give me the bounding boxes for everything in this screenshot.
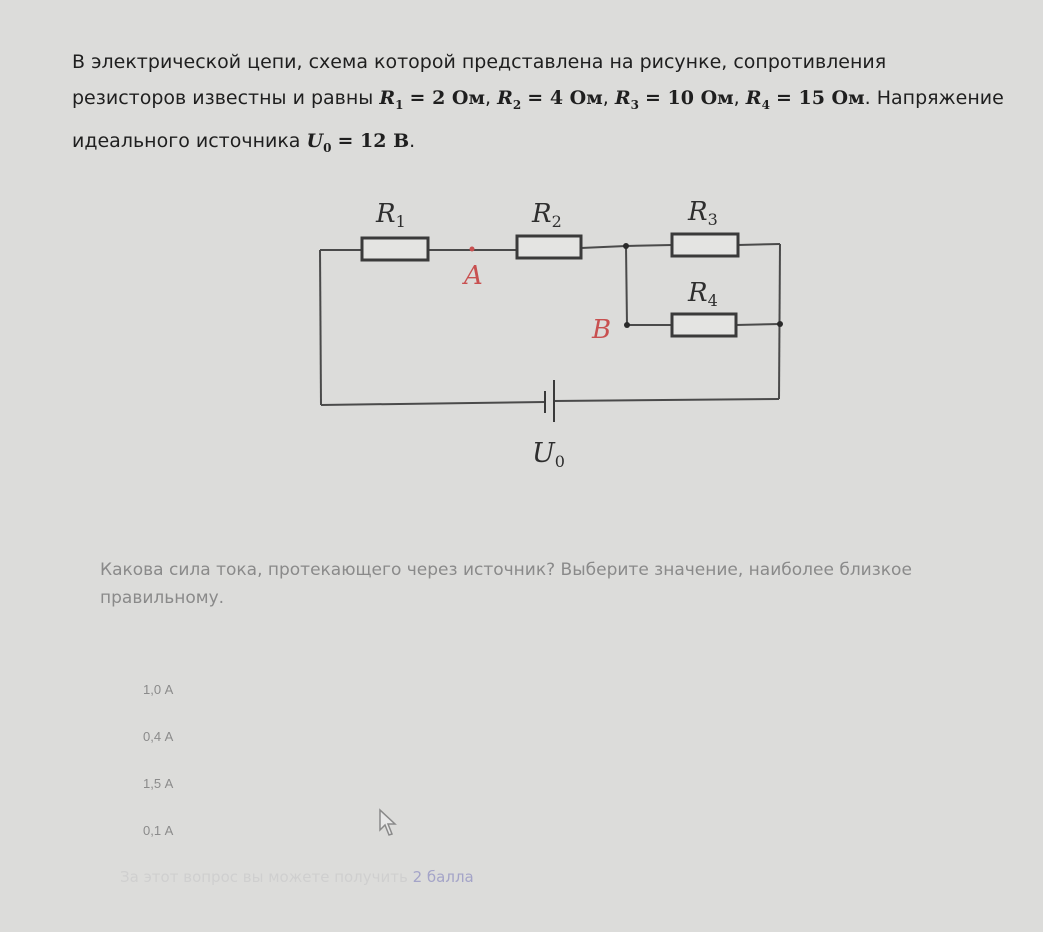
problem-line-2: резисторов известны и равны $R_1 = 2$ Ом, $R_2 = 4$ Ом, $R_3 = 10$ Ом, $R_4 = 15$ Ом. Напряжение <box>72 87 1004 112</box>
label-node-a: A <box>464 261 483 291</box>
mouse-cursor-icon <box>378 808 402 838</box>
points-note: За этот вопрос вы можете получить 2 балла <box>120 868 474 886</box>
points-value: 2 балла <box>412 868 474 886</box>
label-r1: R1 <box>376 199 406 231</box>
answer-option[interactable]: 0,4 А <box>143 729 174 744</box>
answer-option[interactable]: 0,1 А <box>143 823 174 838</box>
resistor-r1 <box>362 238 428 260</box>
answer-option[interactable]: 1,0 А <box>143 682 174 697</box>
node-right-dot <box>777 321 783 327</box>
resistor-r2 <box>517 236 581 258</box>
node-a-dot <box>470 247 475 252</box>
voltage-source-symbol <box>545 380 554 422</box>
problem-line-1: В электрической цепи, схема которой представлена на рисунке, сопротивления <box>72 51 887 73</box>
answer-options <box>143 682 173 870</box>
resistor-r4 <box>672 314 736 336</box>
question-text: Какова сила тока, протекающего через источник? Выберите значение, наиболее близкое правильному. <box>100 560 912 608</box>
label-r4: R4 <box>688 278 718 310</box>
answer-option[interactable]: 1,5 А <box>143 776 174 791</box>
problem-line-3: идеального источника $U_0 = 12$ В. <box>72 129 416 155</box>
label-node-b: B <box>592 315 612 345</box>
resistor-r3 <box>672 234 738 256</box>
node-junction-dot <box>623 243 629 249</box>
node-b-dot <box>624 322 630 328</box>
label-source: U0 <box>532 438 565 471</box>
label-r3: R3 <box>688 197 718 229</box>
label-r2: R2 <box>532 199 562 231</box>
